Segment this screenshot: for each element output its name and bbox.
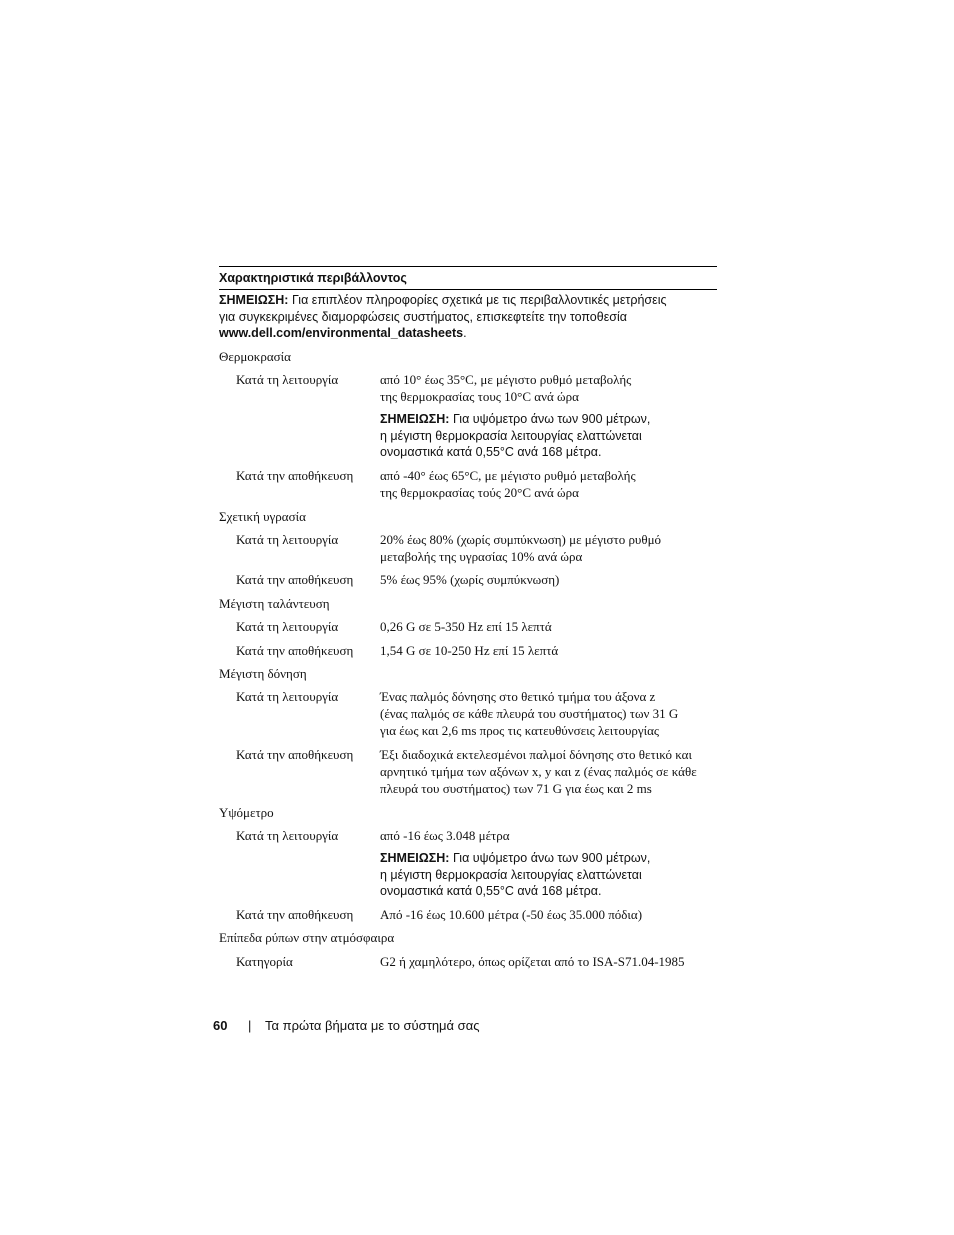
vibration-operating-value: 0,26 G σε 5-350 Hz επί 15 λεπτά: [380, 619, 552, 634]
shock-storage-label: Κατά την αποθήκευση: [236, 747, 354, 762]
value-line: για έως και 2,6 ms προς τις κατευθύνσεις λειτουργίας: [380, 723, 660, 738]
category-altitude: Υψόμετρο: [219, 805, 274, 820]
value-line: 20% έως 80% (χωρίς συμπύκνωση) με μέγιστο ρυθμό: [380, 532, 662, 547]
vibration-storage-value: 1,54 G σε 10-250 Hz επί 15 λεπτά: [380, 643, 559, 658]
temperature-storage-value: [380, 467, 716, 501]
category-temperature: Θερμοκρασία: [219, 349, 291, 364]
note-text: ονομαστικά κατά 0,55°C ανά 168 μέτρα.: [380, 884, 602, 898]
category-vibration: Μέγιστη ταλάντευση: [219, 596, 330, 611]
temperature-altitude-note: [380, 411, 700, 461]
note-end: .: [463, 326, 467, 340]
humidity-operating-label: Κατά τη λειτουργία: [236, 532, 339, 547]
footer-separator: |: [248, 1018, 252, 1033]
note-label: ΣΗΜΕΙΩΣΗ:: [380, 412, 450, 426]
section-header: [219, 266, 717, 290]
shock-operating-label: Κατά τη λειτουργία: [236, 689, 339, 704]
shock-operating-value: [380, 688, 716, 739]
category-shock: Μέγιστη δόνηση: [219, 666, 307, 681]
vibration-operating-label: Κατά τη λειτουργία: [236, 619, 339, 634]
note-text: ονομαστικά κατά 0,55°C ανά 168 μέτρα.: [380, 445, 602, 459]
footer-title: Τα πρώτα βήματα με το σύστημά σας: [265, 1018, 480, 1033]
value-line: (ένας παλμός σε κάθε πλευρά του συστήματος) των 31 G: [380, 706, 679, 721]
altitude-storage-label: Κατά την αποθήκευση: [236, 907, 354, 922]
contaminants-class-value: G2 ή χαμηλότερο, όπως ορίζεται από το ISA-S71.04-1985: [380, 954, 685, 969]
humidity-storage-label: Κατά την αποθήκευση: [236, 572, 354, 587]
value-line: μεταβολής της υγρασίας 10% ανά ώρα: [380, 549, 583, 564]
humidity-operating-value: [380, 531, 716, 565]
section-title: Χαρακτηριστικά περιβάλλοντος: [219, 271, 407, 285]
category-humidity: Σχετική υγρασία: [219, 509, 306, 524]
value-line: πλευρά του συστήματος) των 71 G για έως και 2 ms: [380, 781, 652, 796]
value-line: Έξι διαδοχικά εκτελεσμένοι παλμοί δόνησης στο θετικό και: [380, 747, 692, 762]
temperature-operating-value: [380, 371, 716, 405]
page-number: 60: [213, 1018, 228, 1033]
humidity-storage-value: 5% έως 95% (χωρίς συμπύκνωση): [380, 572, 560, 587]
altitude-note: [380, 850, 700, 900]
shock-storage-value: [380, 746, 716, 797]
note-label: ΣΗΜΕΙΩΣΗ:: [219, 293, 289, 307]
page-footer: [213, 1018, 480, 1033]
altitude-storage-value: Από -16 έως 10.600 μέτρα (-50 έως 35.000 πόδια): [380, 907, 643, 922]
altitude-operating-label: Κατά τη λειτουργία: [236, 828, 339, 843]
value-line: της θερμοκρασίας τους 10°C ανά ώρα: [380, 389, 579, 404]
value-line: Ένας παλμός δόνησης στο θετικό τμήμα του άξονα z: [380, 689, 656, 704]
value-line: αρνητικό τμήμα των αξόνων x, y και z (ένας παλμός σε κάθε: [380, 764, 697, 779]
note-text-line2: για συγκεκριμένες διαμορφώσεις συστήματος, επισκεφτείτε την τοποθεσία: [219, 309, 628, 324]
note-text: Για υψόμετρο άνω των 900 μέτρων,: [449, 851, 651, 865]
temperature-storage-label: Κατά την αποθήκευση: [236, 468, 354, 483]
temperature-operating-label: Κατά τη λειτουργία: [236, 372, 339, 387]
altitude-operating-value: από -16 έως 3.048 μέτρα: [380, 828, 510, 843]
vibration-storage-label: Κατά την αποθήκευση: [236, 643, 354, 658]
value-line: της θερμοκρασίας τούς 20°C ανά ώρα: [380, 485, 579, 500]
environmental-note: [219, 292, 719, 342]
category-contaminants: Επίπεδα ρύπων στην ατμόσφαιρα: [219, 930, 395, 945]
contaminants-class-label: Κατηγορία: [236, 954, 293, 969]
environmental-datasheets-link[interactable]: www.dell.com/environmental_datasheets: [219, 326, 464, 340]
note-text: η μέγιστη θερμοκρασία λειτουργίας ελαττώνεται: [380, 428, 642, 443]
value-line: από 10° έως 35°C, με μέγιστο ρυθμό μεταβολής: [380, 372, 632, 387]
note-text: η μέγιστη θερμοκρασία λειτουργίας ελαττώνεται: [380, 867, 642, 882]
note-text: Για επιπλέον πληροφορίες σχετικά με τις περιβαλλοντικές μετρήσεις: [288, 293, 667, 307]
note-text: Για υψόμετρο άνω των 900 μέτρων,: [449, 412, 651, 426]
value-line: από -40° έως 65°C, με μέγιστο ρυθμό μεταβολής: [380, 468, 636, 483]
note-label: ΣΗΜΕΙΩΣΗ:: [380, 851, 450, 865]
